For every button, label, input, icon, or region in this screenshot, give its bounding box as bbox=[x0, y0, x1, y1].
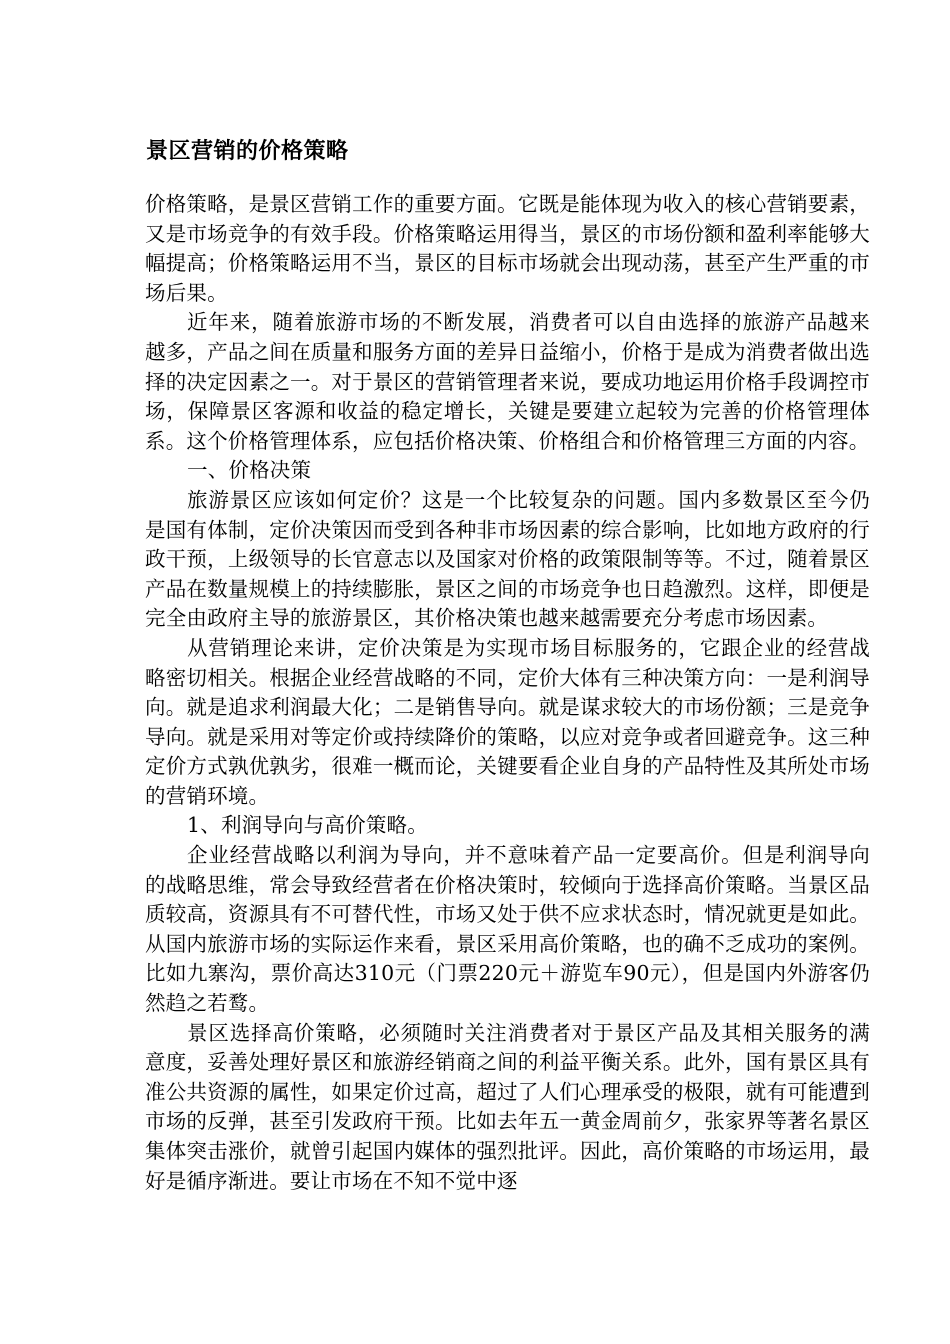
subheading-profit-orientation: 1、利润导向与高价策略。 bbox=[187, 813, 428, 838]
document-body bbox=[145, 190, 870, 1340]
paragraph-high-price-strategy: 企业经营战略以利润为导向，并不意味着产品一定要高价。但是利润导向的战略思维，常会导致经营者在价格决策时，较倾向于选择高价策略。当景区品质较高，资源具有不可替代性，市场又处于供不应求状态时，情况就更是如此。从国内旅游市场的实际运作来看，景区采用高价策略，也的确不乏成功的案例。比如九寨沟，票价高达310元（门票220元＋游览车90元），但是国内外游客仍然趋之若鹜。 bbox=[145, 843, 870, 1016]
document-title: 景区营销的价格策略 bbox=[146, 139, 349, 164]
paragraph-high-price-caution: 景区选择高价策略，必须随时关注消费者对于景区产品及其相关服务的满意度，妥善处理好景区和旅游经销商之间的利益平衡关系。此外，国有景区具有准公共资源的属性，如果定价过高，超过了人们心理承受的极限，就有可能遭到市场的反弹，甚至引发政府干预。比如去年五一黄金周前夕，张家界等著名景区集体突击涨价，就曾引起国内媒体的强烈批评。因此，高价策略的市场运用，最好是循序渐进。要让市场在不知不觉中逐 bbox=[145, 1020, 870, 1193]
paragraph-intro: 价格策略，是景区营销工作的重要方面。它既是能体现为收入的核心营销要素，又是市场竞争的有效手段。价格策略运用得当，景区的市场份额和盈利率能够大幅提高；价格策略运用不当，景区的目标市场就会出现动荡，甚至产生严重的市场后果。 bbox=[145, 192, 870, 305]
paragraph-pricing-question: 旅游景区应该如何定价？这是一个比较复杂的问题。国内多数景区至今仍是国有体制，定价决策因而受到各种非市场因素的综合影响，比如地方政府的行政干预，上级领导的长官意志以及国家对价格的政策限制等等。不过，随着景区产品在数量规模上的持续膨胀，景区之间的市场竞争也日趋激烈。这样，即便是完全由政府主导的旅游景区，其价格决策也越来越需要充分考虑市场因素。 bbox=[145, 487, 870, 631]
section-heading-price-decision: 一、价格决策 bbox=[187, 458, 312, 483]
paragraph-marketing-theory: 从营销理论来讲，定价决策是为实现市场目标服务的，它跟企业的经营战略密切相关。根据企业经营战略的不同，定价大体有三种决策方向：一是利润导向。就是追求利润最大化；二是销售导向。就是谋求较大的市场份额；三是竞争导向。就是采用对等定价或持续降价的策略，以应对竞争或者回避竞争。这三种定价方式孰优孰劣，很难一概而论，关键要看企业自身的产品特性及其所处市场的营销环境。 bbox=[145, 635, 870, 808]
paragraph-background: 近年来，随着旅游市场的不断发展，消费者可以自由选择的旅游产品越来越多，产品之间在质量和服务方面的差异日益缩小，价格于是成为消费者做出选择的决定因素之一。对于景区的营销管理者来说，要成功地运用价格手段调控市场，保障景区客源和收益的稳定增长，关键是要建立起较为完善的价格管理体系。这个价格管理体系，应包括价格决策、价格组合和价格管理三方面的内容。 bbox=[145, 310, 870, 453]
